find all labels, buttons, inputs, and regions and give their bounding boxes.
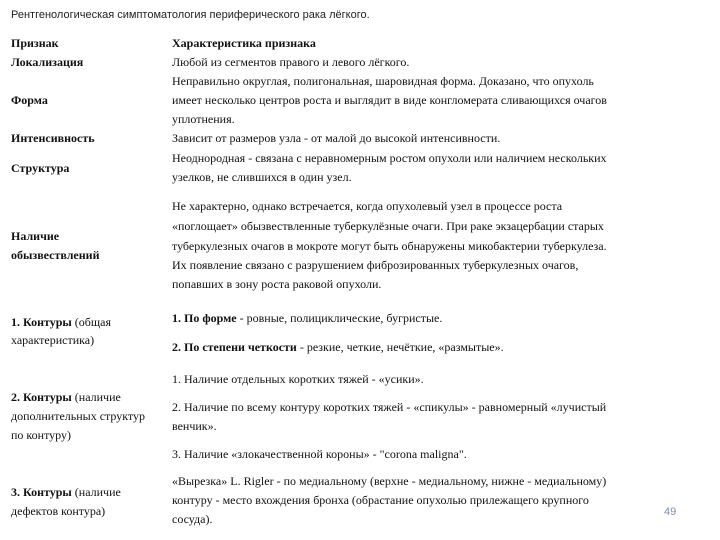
label-form: Форма bbox=[11, 93, 48, 107]
page-number: 49 bbox=[664, 506, 677, 518]
text-contours-spicules-line2: венчик». bbox=[172, 419, 217, 433]
text-contours-by-sharpness: 2. По степени четкости - резкие, четкие, нечёткие, «размытые». bbox=[172, 340, 504, 354]
label-intensity: Интенсивность bbox=[11, 131, 95, 145]
label-calcification-line1: Наличие bbox=[11, 229, 60, 243]
label-contours-defects-line1: 3. Контуры (наличие bbox=[11, 485, 121, 499]
label-contours-structures-line3: по контуру) bbox=[11, 428, 71, 442]
text-form-line1: Неправильно округлая, полигональная, шаровидная форма. Доказано, что опухоль bbox=[172, 74, 594, 88]
text-contours-strands: 1. Наличие отдельных коротких тяжей - «усики». bbox=[172, 372, 424, 386]
text-contours-by-form: 1. По форме - ровные, полициклические, бугристые. bbox=[172, 311, 443, 325]
text-contours-rigler-line3: сосуда). bbox=[172, 512, 213, 526]
column-header-sign: Признак bbox=[11, 36, 59, 50]
label-localization: Локализация bbox=[11, 55, 84, 69]
column-header-characteristic: Характеристика признака bbox=[172, 36, 316, 50]
text-structure-line1: Неоднородная - связана с неравномерным ростом опухоли или наличием нескольких bbox=[172, 151, 607, 165]
label-contours-defects-line2: дефектов контура) bbox=[11, 504, 106, 518]
text-calcification-line4: Их появление связано с разрушением фиброзированных туберкулезных очагов, bbox=[172, 258, 579, 272]
label-calcification-line2: обызвествлений bbox=[11, 248, 100, 262]
text-form-line2: имеет несколько центров роста и выглядит в виде конгломерата сливающихся очагов bbox=[172, 93, 607, 107]
label-contours-structures-line2: дополнительных структур bbox=[11, 409, 146, 423]
text-calcification-line3: туберкулезных очагов в мокроте могут быть обнаружены микобактерии туберкулеза. bbox=[172, 239, 607, 253]
label-structure: Структура bbox=[11, 161, 70, 175]
text-localization: Любой из сегментов правого и левого лёгкого. bbox=[172, 55, 410, 69]
text-contours-corona: 3. Наличие «злокачественной короны» - "corona maligna". bbox=[172, 447, 467, 461]
text-intensity: Зависит от размеров узла - от малой до высокой интенсивности. bbox=[172, 131, 501, 145]
text-calcification-line1: Не характерно, однако встречается, когда опухолевый узел в процессе роста bbox=[172, 199, 563, 213]
text-contours-spicules-line1: 2. Наличие по всему контуру коротких тяжей - «спикулы» - равномерный «лучистый bbox=[172, 400, 607, 414]
text-structure-line2: узелков, не слившихся в один узел. bbox=[172, 170, 352, 184]
label-contours-general-line1: 1. Контуры (общая bbox=[11, 315, 111, 329]
text-calcification-line5: попавших в зону роста раковой опухоли. bbox=[172, 277, 382, 291]
label-contours-general-line2: характеристика) bbox=[11, 333, 95, 347]
text-calcification-line2: «поглощает» обызвествленные туберкулёзные очаги. При раке экзацербации старых bbox=[172, 219, 604, 233]
text-contours-rigler-line2: контуру - место вхождения бронха (обрастание опухолью прилежащего крупного bbox=[172, 493, 589, 507]
label-contours-structures-line1: 2. Контуры (наличие bbox=[11, 390, 121, 404]
text-contours-rigler-line1: «Вырезка» L. Rigler - по медиальному (верхне - медиальному, нижне - медиальному) bbox=[172, 474, 607, 488]
text-form-line3: уплотнения. bbox=[172, 112, 235, 126]
slide-title: Рентгенологическая симптоматология периферического рака лёгкого. bbox=[11, 9, 370, 21]
